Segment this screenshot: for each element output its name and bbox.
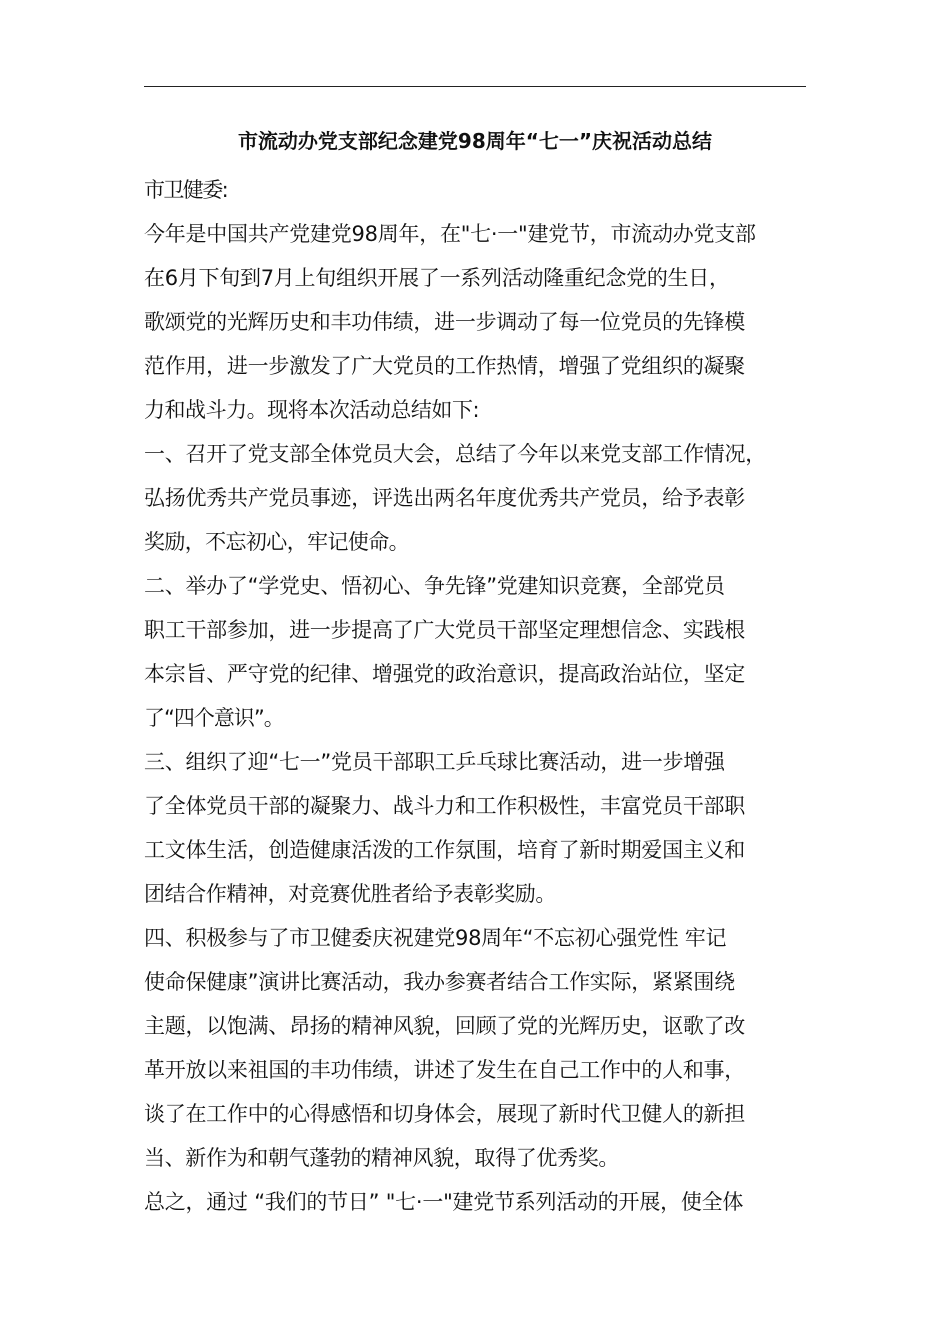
body-line: 总之，通过 “我们的节日” "七·一"建党节系列活动的开展，使全体 (144, 1190, 744, 1214)
body-line: 奖励，不忘初心，牢记使命。 (144, 530, 409, 554)
body-line: 今年是中国共产党建党98周年，在"七·一"建党节，市流动办党支部 (144, 222, 756, 246)
body-line: 市卫健委: (144, 178, 228, 202)
body-line: 了全体党员干部的凝聚力、战斗力和工作积极性，丰富党员干部职 (144, 794, 745, 818)
document-title: 市流动办党支部纪念建党98周年“七一”庆祝活动总结 (237, 129, 713, 153)
body-line: 主题，以饱满、昂扬的精神风貌，回顾了党的光辉历史，讴歌了改 (144, 1014, 745, 1038)
body-line: 使命保健康”演讲比赛活动，我办参赛者结合工作实际，紧紧围绕 (144, 970, 735, 994)
body-line: 三、组织了迎“七一”党员干部职工乒乓球比赛活动，进一步增强 (144, 750, 725, 774)
header-rule (144, 86, 806, 87)
body-line: 职工干部参加，进一步提高了广大党员干部坚定理想信念、实践根 (144, 618, 745, 642)
body-line: 革开放以来祖国的丰功伟绩，讲述了发生在自己工作中的人和事， (144, 1058, 745, 1082)
body-line: 弘扬优秀共产党员事迹，评选出两名年度优秀共产党员，给予表彰 (144, 486, 745, 510)
document-body (144, 168, 824, 1224)
body-line: 本宗旨、严守党的纪律、增强党的政治意识，提高政治站位，坚定 (144, 662, 745, 686)
body-line: 在6月下旬到7月上旬组织开展了一系列活动隆重纪念党的生日， (144, 266, 730, 290)
body-line: 范作用，进一步激发了广大党员的工作热情，增强了党组织的凝聚 (144, 354, 745, 378)
body-line: 了“四个意识”。 (144, 706, 284, 730)
body-line: 当、新作为和朝气蓬勃的精神风貌，取得了优秀奖。 (144, 1146, 619, 1170)
body-line: 工文体生活，创造健康活泼的工作氛围，培育了新时期爱国主义和 (144, 838, 745, 862)
body-line: 团结合作精神，对竞赛优胜者给予表彰奖励。 (144, 882, 556, 906)
body-line: 谈了在工作中的心得感悟和切身体会，展现了新时代卫健人的新担 (144, 1102, 745, 1126)
body-line: 力和战斗力。现将本次活动总结如下: (144, 398, 480, 422)
body-line: 二、举办了“学党史、悟初心、争先锋”党建知识竞赛，全部党员 (144, 574, 725, 598)
body-line: 歌颂党的光辉历史和丰功伟绩，进一步调动了每一位党员的先锋模 (144, 310, 745, 334)
body-line: 四、积极参与了市卫健委庆祝建党98周年“不忘初心强党性 牢记 (144, 926, 727, 950)
body-line: 一、召开了党支部全体党员大会，总结了今年以来党支部工作情况， (144, 442, 766, 466)
